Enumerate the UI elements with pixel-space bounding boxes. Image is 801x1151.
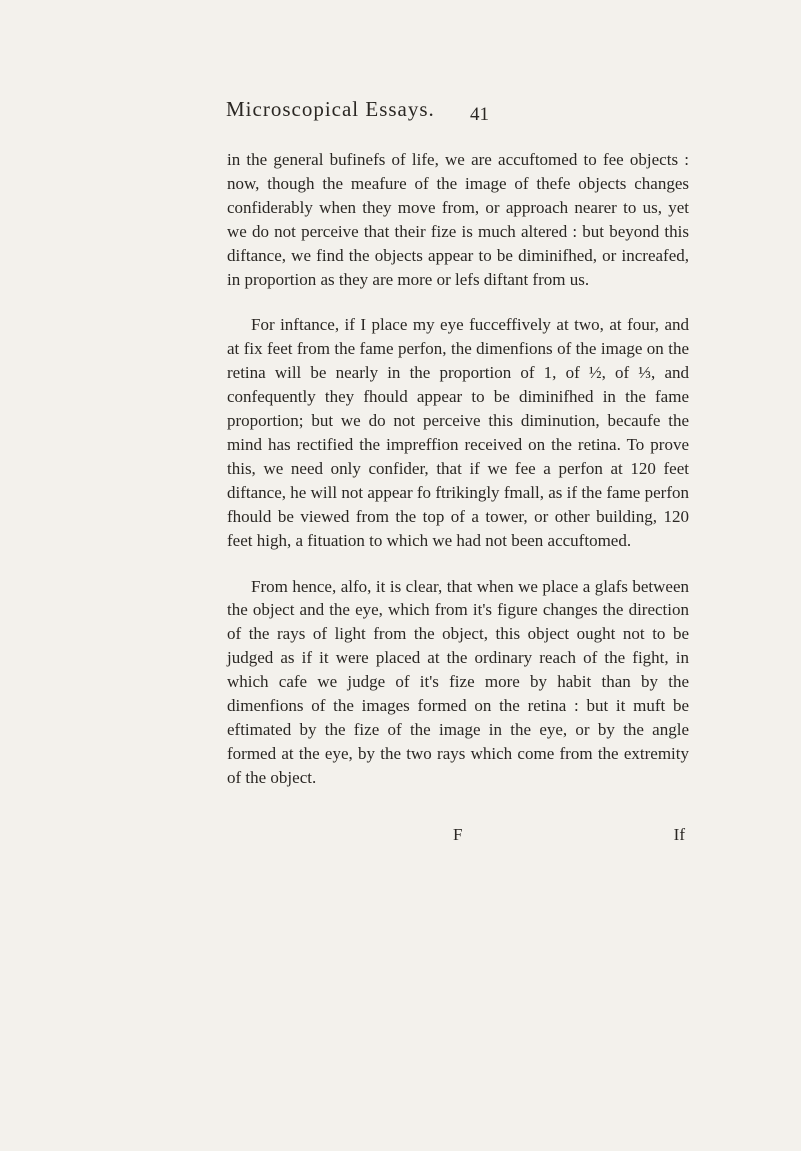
paragraph-1: in the general bufinefs of life, we are accuftomed to fee objects : now, though the meafure of the image of thefe objects changes confiderably when they move from, or approach nearer to us, yet we do not perceive that their fize is much altered : but beyond this diftance, we find the objects appear to be diminifhed, or increafed, in proportion as they are more or lefs diftant from us. — [227, 150, 689, 289]
running-title: Microscopical Essays. — [226, 97, 435, 121]
body-text — [227, 148, 689, 790]
catchword: If — [673, 825, 685, 844]
page-number: 41 — [470, 104, 489, 125]
page-footer — [227, 825, 689, 849]
paragraph-2: For inftance, if I place my eye fucceffively at two, at four, and at fix feet from the fame perfon, the dimenfions of the image on the retina will be nearly in the proportion of 1, of ½, of ⅓, and confequently they fhould appear to be diminifhed in the fame proportion; but we do not perceive this diminution, becaufe the mind has rectified the impreffion received on the retina. To prove this, we need only confider, that if we fee a perfon at 120 feet diftance, he will not appear fo ftrikingly fmall, as if the fame perfon fhould be viewed from the top of a tower, or other building, 120 feet high, a fituation to which we had not been accuftomed. — [227, 315, 689, 550]
signature-mark: F — [453, 825, 463, 844]
paragraph-3: From hence, alfo, it is clear, that when we place a glafs between the object and the eye, which from it's figure changes the direction of the rays of light from the object, this object ought not to be judged as if it were placed at the ordinary reach of the fight, in which cafe we judge of it's fize more by habit than by the dimenfions of the images formed on the retina : but it muft be eftimated by the fize of the image in the eye, or by the angle formed at the eye, by the two rays which come from the extremity of the object. — [227, 576, 689, 787]
